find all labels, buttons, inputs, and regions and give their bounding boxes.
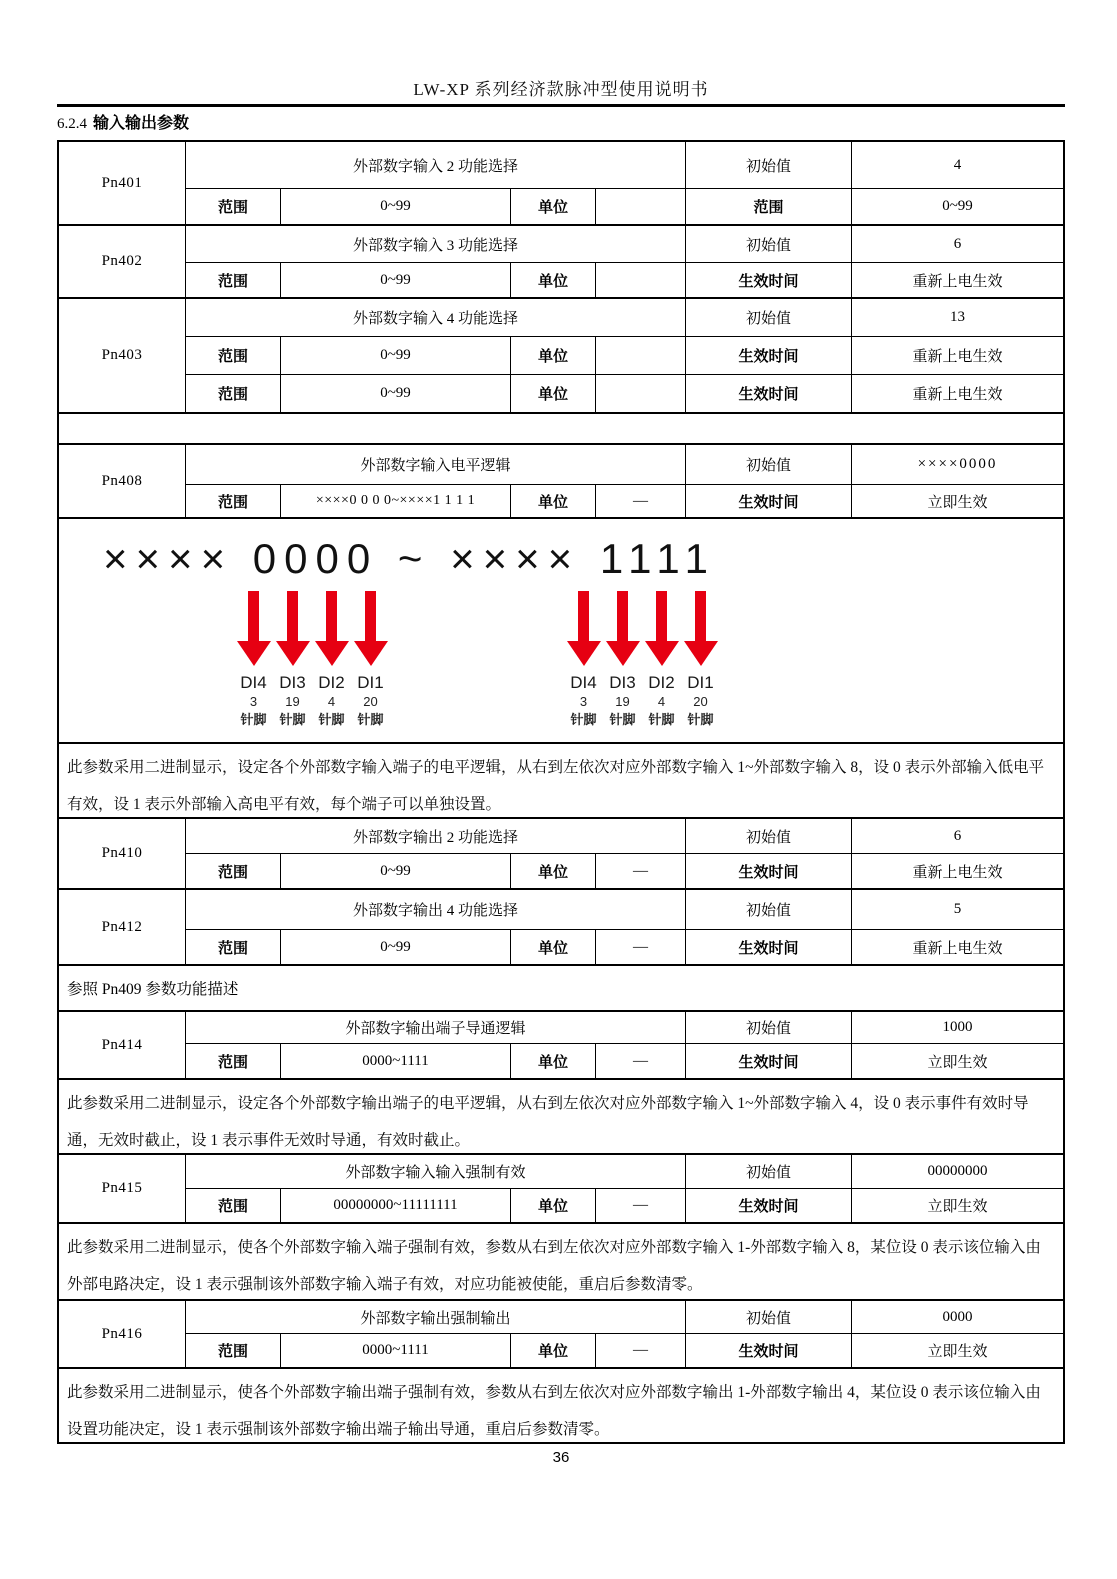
pin-number: 20 [363,694,378,709]
unit-label: 单位 [510,262,595,297]
unit-label: 单位 [510,336,595,374]
range-value: ××××0 0 0 0~××××1 1 1 1 [280,484,510,517]
param-title: 外部数字输出 2 功能选择 [185,819,685,853]
pin-column [313,591,350,728]
effective-time-label: 生效时间 [685,1333,851,1367]
section-title: 输入输出参数 [93,115,190,132]
range-label: 范围 [185,374,280,412]
unit-label: 单位 [510,1333,595,1367]
pin-word: 针脚 [609,712,636,727]
range-label: 范围 [185,188,280,224]
initial-value: 4 [851,142,1063,188]
down-arrow-icon [606,591,640,666]
unit-value [595,262,685,297]
pin-number: 4 [327,694,336,709]
unit-value: — [595,853,685,888]
unit-label: 单位 [510,929,595,964]
effective-time-value: 立即生效 [851,484,1063,517]
unit-value [595,374,685,412]
down-arrow-icon [645,591,679,666]
param-table-pn414 [57,1010,1065,1078]
unit-value [595,188,685,224]
page-content [57,80,1065,1466]
param-note-pn415 [57,1222,1065,1299]
down-arrow-icon [354,591,388,666]
param-title: 外部数字输出端子导通逻辑 [185,1012,685,1043]
effective-time-label: 生效时间 [685,262,851,297]
di-label: DI4 [240,673,267,692]
range-label: 范围 [185,484,280,517]
initial-value-label: 初始值 [685,890,851,929]
effective-time-value: 立即生效 [851,1333,1063,1367]
arrow-group-left [235,591,389,728]
pin-column [643,591,680,728]
param-id: Pn415 [101,1180,143,1196]
pin-word: 针脚 [279,712,306,727]
range-label: 范围 [185,1043,280,1078]
range-value: 0~99 [280,374,510,412]
initial-value: 6 [851,819,1063,853]
effective-time-label: 生效时间 [685,374,851,412]
range-value: 0000~1111 [280,1043,510,1078]
initial-value-label: 初始值 [685,1012,851,1043]
unit-label: 单位 [510,374,595,412]
range-label: 范围 [185,1333,280,1367]
param-id: Pn410 [101,845,143,861]
down-arrow-icon [684,591,718,666]
di-label: DI4 [570,673,597,692]
initial-value: 13 [851,299,1063,336]
range-value: 0~99 [280,188,510,224]
initial-value-label: 初始值 [685,1155,851,1188]
param-table-pn415 [57,1153,1065,1222]
initial-value: 1000 [851,1012,1063,1043]
effective-time-value: 立即生效 [851,1188,1063,1222]
pin-column [604,591,641,728]
initial-value: 6 [851,226,1063,262]
note-text: 此参数采用二进制显示，使各个外部数字输入端子强制有效，参数从右到左依次对应外部数字输入 1-外部数字输入 8，某位设 0 表示该位输入由外部电路决定，设 1 表示强制该外部数字输入端子有效，对应功能被使能，重启后参数清零。 [67,1239,1041,1293]
param-table-pn408 [57,443,1065,517]
pin-column [565,591,602,728]
initial-value-label: 初始值 [685,819,851,853]
effective-time-value: 立即生效 [851,1043,1063,1078]
param-table-pn401 [57,140,1065,224]
effective-time-value: 重新上电生效 [851,262,1063,297]
initial-value-label: 初始值 [685,142,851,188]
param-note-pn408 [57,742,1065,817]
pin-number: 19 [615,694,630,709]
pin-column [235,591,272,728]
initial-value: 0000 [851,1301,1063,1333]
effective-time-label: 生效时间 [685,484,851,517]
unit-value: — [595,484,685,517]
param-id: Pn401 [101,174,143,191]
pin-number: 3 [249,694,258,709]
param-note-pn414 [57,1078,1065,1153]
di-label: DI3 [279,673,306,692]
pin-word: 针脚 [357,712,384,727]
pn408-bit-diagram [57,517,1065,742]
param-table-pn402 [57,224,1065,297]
effective-time-value: 重新上电生效 [851,336,1063,374]
unit-value: — [595,1188,685,1222]
unit-label: 单位 [510,484,595,517]
range-label: 范围 [185,262,280,297]
initial-value-label: 初始值 [685,1301,851,1333]
range-value: 0~99 [280,262,510,297]
di-label: DI2 [318,673,345,692]
header-rule [57,104,1065,107]
param-title: 外部数字输入输入强制有效 [185,1155,685,1188]
note-text: 此参数采用二进制显示，使各个外部数字输出端子强制有效，参数从右到左依次对应外部数字输出 1-外部数字输出 4，某位设 0 表示该位输入由设置功能决定，设 1 表示强制该外部数字输出端子输出导通，重启后参数清零。 [67,1384,1041,1438]
param-title: 外部数字输入 2 功能选择 [185,142,685,188]
di-label: DI3 [609,673,636,692]
pin-column [274,591,311,728]
initial-value-label: 初始值 [685,299,851,336]
range2-value: 0~99 [851,188,1063,224]
param-table-pn410 [57,817,1065,888]
initial-value: 5 [851,890,1063,929]
empty-row [57,412,1065,443]
arrow-group-right [565,591,719,728]
param-table-pn403 [57,297,1065,412]
param-id: Pn408 [101,472,143,489]
di-label: DI1 [687,673,714,692]
page-number: 36 [552,1449,570,1466]
param-id: Pn412 [101,918,143,935]
range-label: 范围 [185,1188,280,1222]
note-text: 此参数采用二进制显示，设定各个外部数字输出端子的电平逻辑，从右到左依次对应外部数字输入 1~外部数字输入 4，设 0 表示事件有效时导通，无效时截止，设 1 表示事件无效时导通，有效时截止。 [67,1095,1029,1149]
pin-column [352,591,389,728]
down-arrow-icon [237,591,271,666]
param-title: 外部数字输入 4 功能选择 [185,299,685,336]
effective-time-label: 生效时间 [685,1043,851,1078]
initial-value-label: 初始值 [685,226,851,262]
param-id: Pn416 [101,1325,143,1342]
unit-label: 单位 [510,1043,595,1078]
note-text: 参照 Pn409 参数功能描述 [67,981,239,998]
bit-formula: ×××× 0000 ~ ×××× 1111 [103,535,716,582]
effective-time-label: 生效时间 [685,853,851,888]
pin-word: 针脚 [648,712,675,727]
param-id: Pn414 [101,1036,143,1053]
down-arrow-icon [567,591,601,666]
range-value: 0~99 [280,853,510,888]
pin-word: 针脚 [240,712,267,727]
effective-time-value: 重新上电生效 [851,929,1063,964]
range-value: 00000000~11111111 [280,1188,510,1222]
param-id: Pn402 [101,253,143,269]
pin-word: 针脚 [687,712,714,727]
unit-value: — [595,929,685,964]
range2-label: 范围 [685,188,851,224]
unit-value [595,336,685,374]
section-number: 6.2.4 [57,116,87,132]
pin-word: 针脚 [570,712,597,727]
param-title: 外部数字输入 3 功能选择 [185,226,685,262]
range-label: 范围 [185,929,280,964]
param-note-pn416 [57,1367,1065,1444]
effective-time-label: 生效时间 [685,929,851,964]
param-id: Pn403 [101,347,143,363]
di-label: DI1 [357,673,384,692]
unit-value: — [595,1043,685,1078]
range-value: 0~99 [280,336,510,374]
initial-value: ××××0000 [851,445,1063,484]
pin-column [682,591,719,728]
effective-time-label: 生效时间 [685,1188,851,1222]
param-title: 外部数字输出强制输出 [185,1301,685,1333]
pin-number: 19 [285,694,300,709]
param-table-pn412 [57,888,1065,964]
section-heading [57,112,1065,136]
initial-value: 00000000 [851,1155,1063,1188]
unit-value: — [595,1333,685,1367]
range-value: 0~99 [280,929,510,964]
pin-number: 3 [579,694,588,709]
effective-time-label: 生效时间 [685,336,851,374]
down-arrow-icon [276,591,310,666]
pin-number: 4 [657,694,666,709]
effective-time-value: 重新上电生效 [851,853,1063,888]
effective-time-value: 重新上电生效 [851,374,1063,412]
note-text: 此参数采用二进制显示，设定各个外部数字输入端子的电平逻辑，从右到左依次对应外部数字输入 1~外部数字输入 8，设 0 表示外部输入低电平有效，设 1 表示外部输入高电平有效，每个端子可以单独设置。 [67,759,1045,813]
range-label: 范围 [185,853,280,888]
param-table-pn416 [57,1299,1065,1367]
document-title: LW-XP 系列经济款脉冲型使用说明书 [413,80,709,99]
di-label: DI2 [648,673,675,692]
unit-label: 单位 [510,188,595,224]
param-title: 外部数字输出 4 功能选择 [185,890,685,929]
param-note-pn412-ref [57,964,1065,1010]
unit-label: 单位 [510,853,595,888]
range-value: 0000~1111 [280,1333,510,1367]
down-arrow-icon [315,591,349,666]
unit-label: 单位 [510,1188,595,1222]
pin-word: 针脚 [318,712,345,727]
pin-number: 20 [693,694,708,709]
initial-value-label: 初始值 [685,445,851,484]
param-title: 外部数字输入电平逻辑 [185,445,685,484]
range-label: 范围 [185,336,280,374]
